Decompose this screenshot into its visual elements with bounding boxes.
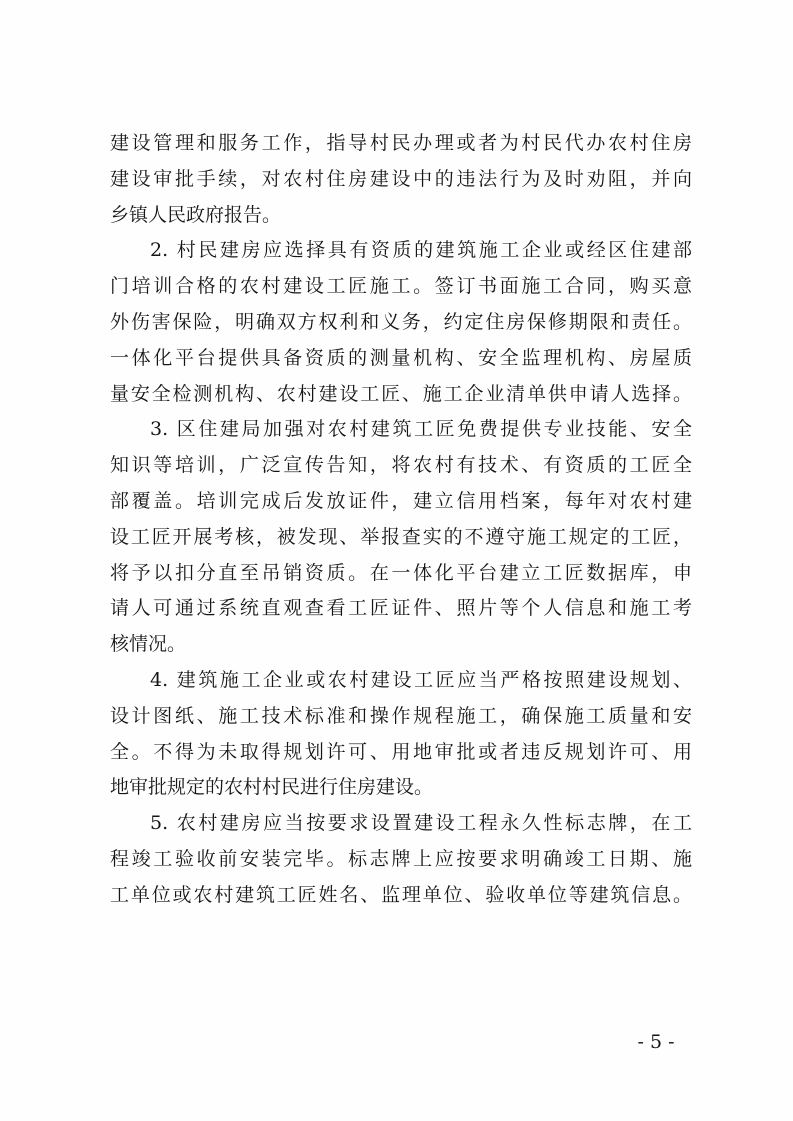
paragraph-2-line-3: 外伤害保险，明确双方权利和义务，约定住房保修期限和责任。 xyxy=(110,310,692,333)
paragraph-5-line-3: 工单位或农村建筑工匠姓名、监理单位、验收单位等建筑信息。 xyxy=(110,883,692,906)
paragraph-2-line-2: 门培训合格的农村建设工匠施工。签订书面施工合同，购买意 xyxy=(110,275,692,298)
body-line-3: 乡镇人民政府报告。 xyxy=(110,203,282,226)
paragraph-5-line-1: 5. 农村建房应当按要求设置建设工程永久性标志牌，在工 xyxy=(150,812,692,835)
body-line-1: 建设管理和服务工作，指导村民办理或者为村民代办农村住房 xyxy=(110,132,692,154)
paragraph-4-line-4: 地审批规定的农村村民进行住房建设。 xyxy=(110,776,434,799)
document-body xyxy=(110,126,692,914)
paragraph-3-line-3: 部覆盖。培训完成后发放证件，建立信用档案，每年对农村建 xyxy=(110,489,692,512)
paragraph-3-line-4: 设工匠开展考核，被发现、举报查实的不遵守施工规定的工匠， xyxy=(110,525,692,548)
paragraph-4-line-3: 全。不得为未取得规划许可、用地审批或者违反规划许可、用 xyxy=(110,740,692,763)
page-number: - 5 - xyxy=(637,1031,675,1053)
paragraph-3-line-1: 3. 区住建局加强对农村建筑工匠免费提供专业技能、安全 xyxy=(150,418,692,441)
paragraph-5-line-2: 程竣工验收前安装完毕。标志牌上应按要求明确竣工日期、施 xyxy=(110,847,692,870)
paragraph-3-line-2: 知识等培训，广泛宣传告知，将农村有技术、有资质的工匠全 xyxy=(110,454,692,477)
paragraph-4-line-1: 4. 建筑施工企业或农村建设工匠应当严格按照建设规划、 xyxy=(150,668,692,691)
paragraph-4-line-2: 设计图纸、施工技术标准和操作规程施工，确保施工质量和安 xyxy=(110,704,692,727)
paragraph-2-line-1: 2. 村民建房应选择具有资质的建筑施工企业或经区住建部 xyxy=(150,239,692,262)
paragraph-2-line-5: 量安全检测机构、农村建设工匠、施工企业清单供申请人选择。 xyxy=(110,382,692,405)
body-line-2: 建设审批手续，对农村住房建设中的违法行为及时劝阻，并向 xyxy=(110,167,692,190)
paragraph-3-line-5: 将予以扣分直至吊销资质。在一体化平台建立工匠数据库，申 xyxy=(110,561,692,584)
paragraph-2-line-4: 一体化平台提供具备资质的测量机构、安全监理机构、房屋质 xyxy=(110,346,692,369)
paragraph-3-line-6: 请人可通过系统直观查看工匠证件、照片等个人信息和施工考 xyxy=(110,597,692,620)
paragraph-3-line-7: 核情况。 xyxy=(110,633,187,656)
